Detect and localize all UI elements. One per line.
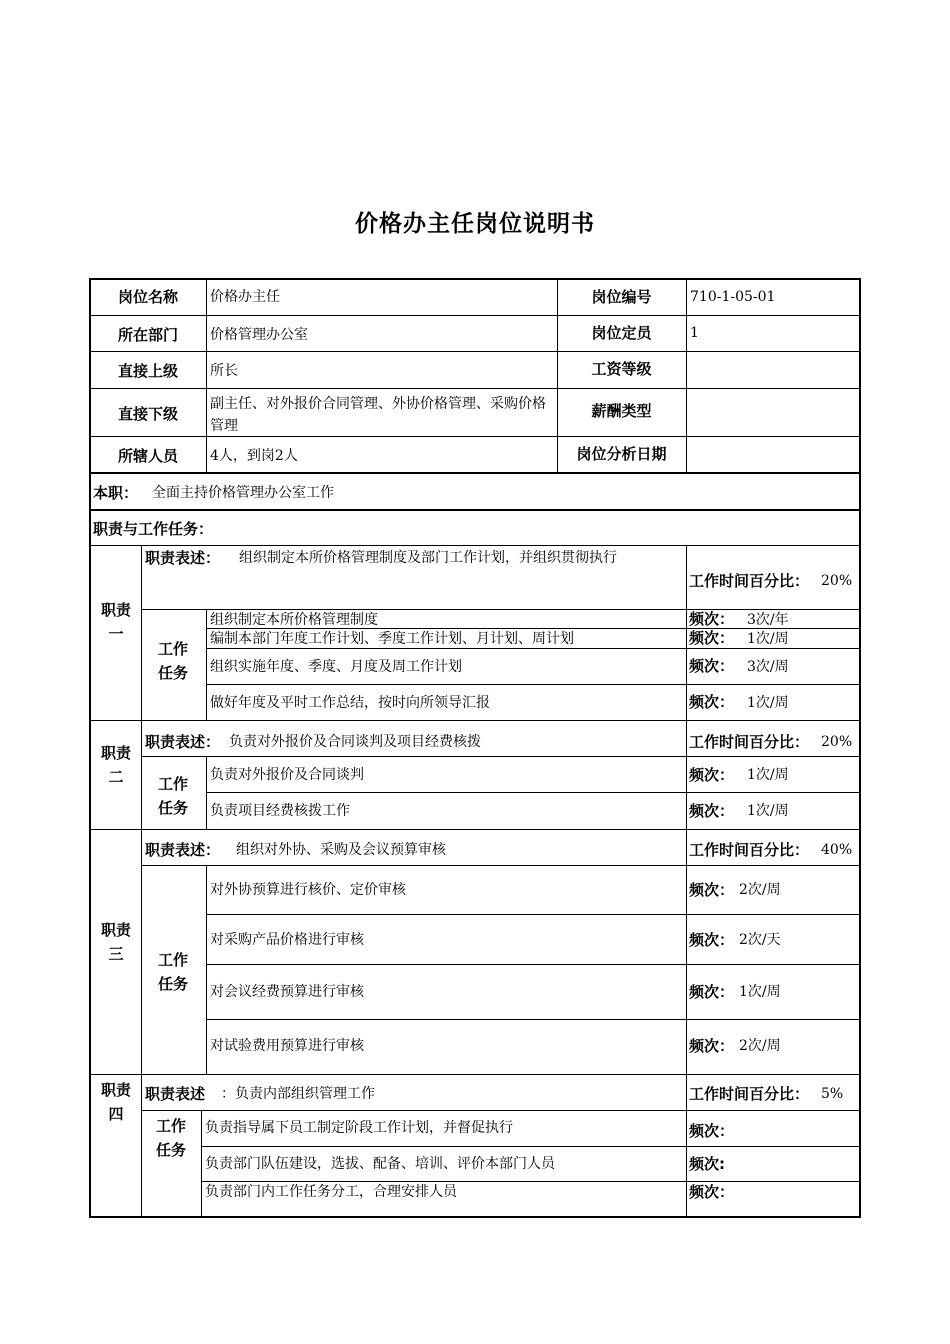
duty-1-time-label: 工作时间百分比： (689, 572, 810, 590)
duty-3-task-1: 对外协预算进行核价、定价审核 (210, 882, 406, 898)
duty-3-name: 职责三 (101, 921, 132, 963)
superior-value: 所长 (210, 363, 238, 379)
duty-1-desc: 组织制定本所价格管理制度及部门工作计划，并组织贯彻执行 (239, 550, 617, 566)
duty-3-task-2-freq: 2次/天 (739, 932, 781, 948)
post-name-value: 价格办主任 (210, 289, 280, 305)
duty-4-desc-label: 职责表述 (145, 1085, 206, 1103)
duty-2-time: 20% (821, 734, 853, 750)
duty-2-task-2-freq: 1次/周 (747, 803, 789, 819)
duties-header: 职责与工作任务： (93, 520, 214, 538)
duty-1-tasks-label: 工作任务 (158, 640, 189, 682)
post-code-label: 岗位编号 (591, 288, 652, 306)
pay-type-label: 薪酬类型 (591, 402, 652, 420)
duty-3-task-1-freq: 2次/周 (739, 882, 781, 898)
mission-text: 全面主持价格管理办公室工作 (152, 485, 334, 501)
duty-3-desc: 组织对外协、采购及会议预算审核 (236, 842, 446, 858)
duty-1-task-2-freq-label: 频次： (689, 629, 735, 647)
department-label: 所在部门 (117, 326, 178, 344)
duty-2-time-label: 工作时间百分比： (689, 733, 810, 751)
duty-1-task-1: 组织制定本所价格管理制度 (210, 612, 378, 628)
page-title: 价格办主任岗位说明书 (355, 211, 595, 237)
duty-2-task-2: 负责项目经费核拨工作 (210, 803, 350, 819)
duty-3-tasks-label: 工作任务 (158, 951, 189, 993)
duty-3-task-4-freq: 2次/周 (739, 1038, 781, 1054)
duty-1-task-3: 组织实施年度、季度、月度及周工作计划 (210, 659, 462, 675)
duty-3-task-3: 对会议经费预算进行审核 (210, 984, 364, 1000)
duty-3-desc-label: 职责表述： (145, 841, 221, 859)
duty-2-task-1-freq-label: 频次： (689, 766, 735, 784)
post-name-label: 岗位名称 (117, 288, 178, 306)
duty-3-task-2: 对采购产品价格进行审核 (210, 932, 364, 948)
duty-4-task-3: 负责部门内工作任务分工，合理安排人员 (205, 1184, 457, 1200)
duty-4-time: 5% (821, 1086, 844, 1102)
duty-4-tasks-label: 工作任务 (156, 1117, 187, 1159)
duty-1-task-3-freq: 3次/周 (747, 659, 789, 675)
duty-4-time-label: 工作时间百分比： (689, 1085, 810, 1103)
staff-value: 4人，到岗2人 (210, 448, 298, 464)
headcount-value: 1 (690, 325, 699, 341)
duty-3-time: 40% (821, 842, 853, 858)
duty-1-task-2: 编制本部门年度工作计划、季度工作计划、月计划、周计划 (210, 631, 574, 647)
superior-label: 直接上级 (117, 362, 178, 380)
duty-3-time-label: 工作时间百分比： (689, 841, 810, 859)
duty-4-task-2: 负责部门队伍建设，选拔、配备、培训、评价本部门人员 (205, 1156, 555, 1172)
duty-2-name: 职责二 (101, 744, 132, 786)
duty-2-task-1: 负责对外报价及合同谈判 (210, 767, 364, 783)
duty-1-task-4-freq: 1次/周 (747, 695, 789, 711)
duty-1-desc-label: 职责表述： (145, 549, 221, 567)
duty-3-task-3-freq: 1次/周 (739, 984, 781, 1000)
staff-label: 所辖人员 (117, 447, 178, 465)
duty-1-task-4-freq-label: 频次： (689, 693, 735, 711)
duty-2-task-1-freq: 1次/周 (747, 767, 789, 783)
duty-3-task-4: 对试验费用预算进行审核 (210, 1038, 364, 1054)
duty-1-task-1-freq-label: 频次： (689, 610, 735, 628)
duty-4-task-1-freq-label: 频次： (689, 1122, 735, 1140)
duty-3-task-1-freq-label: 频次： (689, 881, 735, 899)
subordinates-label: 直接下级 (117, 405, 178, 423)
duty-1-time: 20% (821, 573, 853, 589)
duty-3-task-4-freq-label: 频次： (689, 1037, 735, 1055)
mission-label: 本职： (93, 484, 139, 502)
duty-2-tasks-label: 工作任务 (158, 775, 189, 817)
salary-grade-label: 工资等级 (591, 360, 652, 378)
analysis-date-label: 岗位分析日期 (576, 445, 667, 463)
duty-1-task-2-freq: 1次/周 (747, 631, 789, 647)
headcount-label: 岗位定员 (591, 324, 652, 342)
duty-2-desc: 负责对外报价及合同谈判及项目经费核拨 (229, 734, 481, 750)
duty-4-name: 职责四 (101, 1081, 132, 1123)
duty-4-desc: ：负责内部组织管理工作 (221, 1086, 375, 1102)
duty-1-task-3-freq-label: 频次： (689, 657, 735, 675)
duty-2-task-2-freq-label: 频次： (689, 802, 735, 820)
duty-2-desc-label: 职责表述： (145, 733, 221, 751)
department-value: 价格管理办公室 (210, 327, 308, 343)
duty-4-task-3-freq-label: 频次： (689, 1183, 735, 1201)
duty-4-task-2-freq-label: 频次: (689, 1155, 725, 1173)
duty-1-task-4: 做好年度及平时工作总结，按时向所领导汇报 (210, 695, 490, 711)
post-code-value: 710-1-05-01 (690, 289, 776, 305)
duty-4-task-1: 负责指导属下员工制定阶段工作计划，并督促执行 (205, 1120, 513, 1136)
duty-1-name: 职责一 (101, 601, 132, 643)
duty-1-task-1-freq: 3次/年 (747, 612, 789, 628)
duty-3-task-2-freq-label: 频次： (689, 931, 735, 949)
subordinates-value: 副主任、对外报价合同管理、外协价格管理、采购价格管理 (210, 396, 546, 434)
duty-3-task-3-freq-label: 频次： (689, 983, 735, 1001)
